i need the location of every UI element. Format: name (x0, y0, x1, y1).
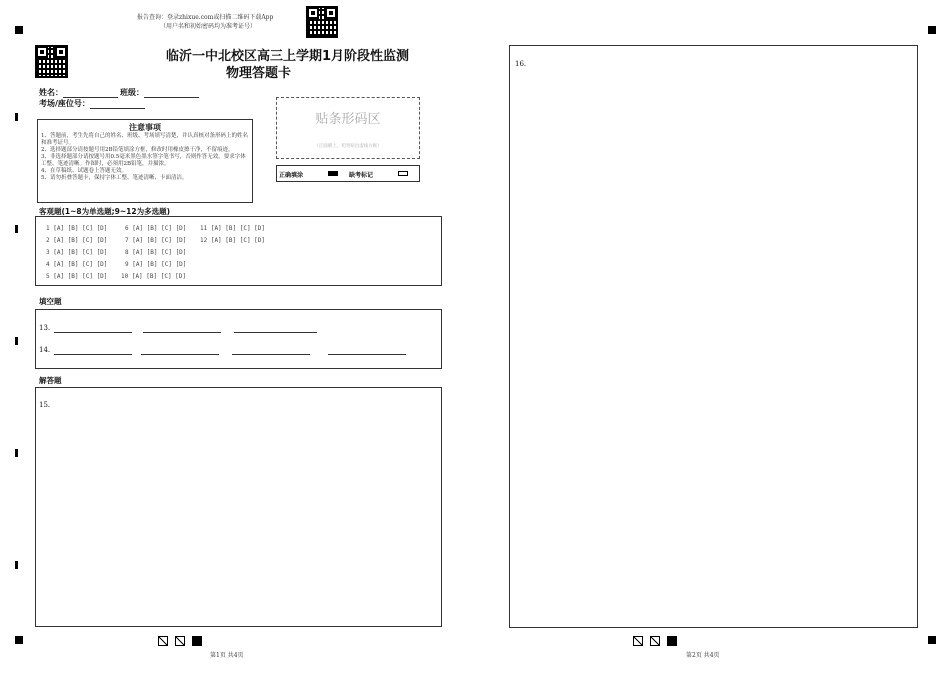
timing-mark (15, 225, 18, 233)
corner-mark-top-left (15, 26, 23, 34)
room-seat-label: 考场/座位号： (39, 99, 90, 108)
fill-legend (276, 165, 420, 182)
correct-fill-label: 正确填涂 (279, 172, 304, 179)
answer-area-15[interactable] (35, 387, 442, 627)
page1-footer: 第1页 共4页 (210, 652, 244, 659)
corner-mark-bottom-right (928, 636, 936, 644)
choice-row-1[interactable]: 1 [A] [B] [C] [D] (46, 225, 108, 232)
solution-title: 解答题 (39, 376, 62, 385)
class-blank[interactable] (144, 89, 199, 98)
notice-title: 注意事项 (129, 123, 161, 132)
class-field[interactable] (120, 87, 199, 98)
question-16-label: 16. (515, 60, 527, 68)
report-query-line: 报告查询：登录zhixue.com或扫描二维码下载App (137, 14, 274, 21)
choice-row-7[interactable]: 7 [A] [B] [C] [D] (125, 237, 187, 244)
choice-row-4[interactable]: 4 [A] [B] [C] [D] (46, 261, 108, 268)
name-blank[interactable] (63, 89, 118, 98)
exam-subtitle: 物理答题卡 (226, 66, 292, 81)
question-14-label: 14. (39, 346, 51, 354)
name-field[interactable] (39, 87, 118, 98)
report-query-hint: （用户名和初始密码均为准考证号） (160, 23, 257, 30)
choice-row-8[interactable]: 8 [A] [B] [C] [D] (125, 249, 187, 256)
answer-blank-14-2[interactable] (141, 354, 219, 355)
timing-mark (15, 449, 18, 457)
choice-row-6[interactable]: 6 [A] [B] [C] [D] (125, 225, 187, 232)
notice-item: 4、在草稿纸、试题卷上答题无效。 (41, 168, 128, 174)
correct-fill-sample (328, 171, 338, 176)
objective-title: 客观题(1~8为单选题;9~12为多选题) (39, 207, 171, 216)
corner-mark-top-right (928, 26, 936, 34)
page2-footer-marks (633, 636, 683, 646)
notice-item: 2、选择题部分请按题号用2B铅笔填涂方框，修改时用橡皮擦干净，不留痕迹。 (41, 147, 234, 153)
absent-mark-label: 缺考标记 (349, 172, 374, 179)
barcode-area (276, 97, 420, 159)
choice-row-9[interactable]: 9 [A] [B] [C] [D] (125, 261, 187, 268)
page1-footer-marks (158, 636, 208, 646)
notice-item: 1、答题前，考生先将自己的姓名、班级、考场填写清楚，并认真核对条形码上的姓名和准考证号。 (41, 133, 249, 146)
answer-blank-14-3[interactable] (232, 354, 310, 355)
choice-row-5[interactable]: 5 [A] [B] [C] [D] (46, 273, 108, 280)
room-seat-field[interactable] (39, 98, 145, 109)
absent-mark-checkbox[interactable] (398, 171, 408, 176)
exam-title: 临沂一中北校区高三上学期1月阶段性监测 (166, 49, 410, 64)
sheet-qr-code (35, 45, 68, 78)
question-13-label: 13. (39, 324, 51, 332)
objective-answer-box (35, 216, 442, 286)
choice-row-2[interactable]: 2 [A] [B] [C] [D] (46, 237, 108, 244)
answer-blank-14-1[interactable] (54, 354, 132, 355)
timing-mark (15, 113, 18, 121)
choice-row-12[interactable]: 12 [A] [B] [C] [D] (200, 237, 266, 244)
class-label: 班级： (120, 88, 144, 97)
name-label: 姓名： (39, 88, 63, 97)
answer-blank-14-4[interactable] (328, 354, 406, 355)
question-15-label: 15. (39, 401, 51, 409)
answer-area-16[interactable] (509, 45, 918, 628)
room-seat-blank[interactable] (90, 100, 145, 109)
notice-box (37, 119, 253, 203)
timing-mark (15, 337, 18, 345)
notice-item: 5、请勿折叠答题卡，保持字体工整、笔迹清晰、卡面清洁。 (41, 175, 188, 181)
timing-mark (15, 561, 18, 569)
answer-blank-13-2[interactable] (143, 332, 221, 333)
page2-footer: 第2页 共4页 (686, 652, 720, 659)
corner-mark-bottom-left (15, 636, 23, 644)
app-qr-code (306, 6, 338, 38)
fill-blank-title: 填空题 (39, 297, 62, 306)
answer-blank-13-1[interactable] (54, 332, 132, 333)
answer-blank-13-3[interactable] (234, 332, 317, 333)
choice-row-3[interactable]: 3 [A] [B] [C] [D] (46, 249, 108, 256)
barcode-label: 贴条形码区 (315, 112, 381, 127)
notice-item: 3、非选择题部分请按题号用0.5毫米黑色墨水签字笔书写，否则作答无效。要求字体工整、笔迹清晰。作图时，必须用2B铅笔，并描浓。 (41, 154, 246, 167)
barcode-hint: （正面朝上，切勿贴出虚线方框） (314, 144, 382, 149)
fill-blank-box (35, 309, 442, 369)
choice-row-11[interactable]: 11 [A] [B] [C] [D] (200, 225, 266, 232)
choice-row-10[interactable]: 10 [A] [B] [C] [D] (121, 273, 187, 280)
